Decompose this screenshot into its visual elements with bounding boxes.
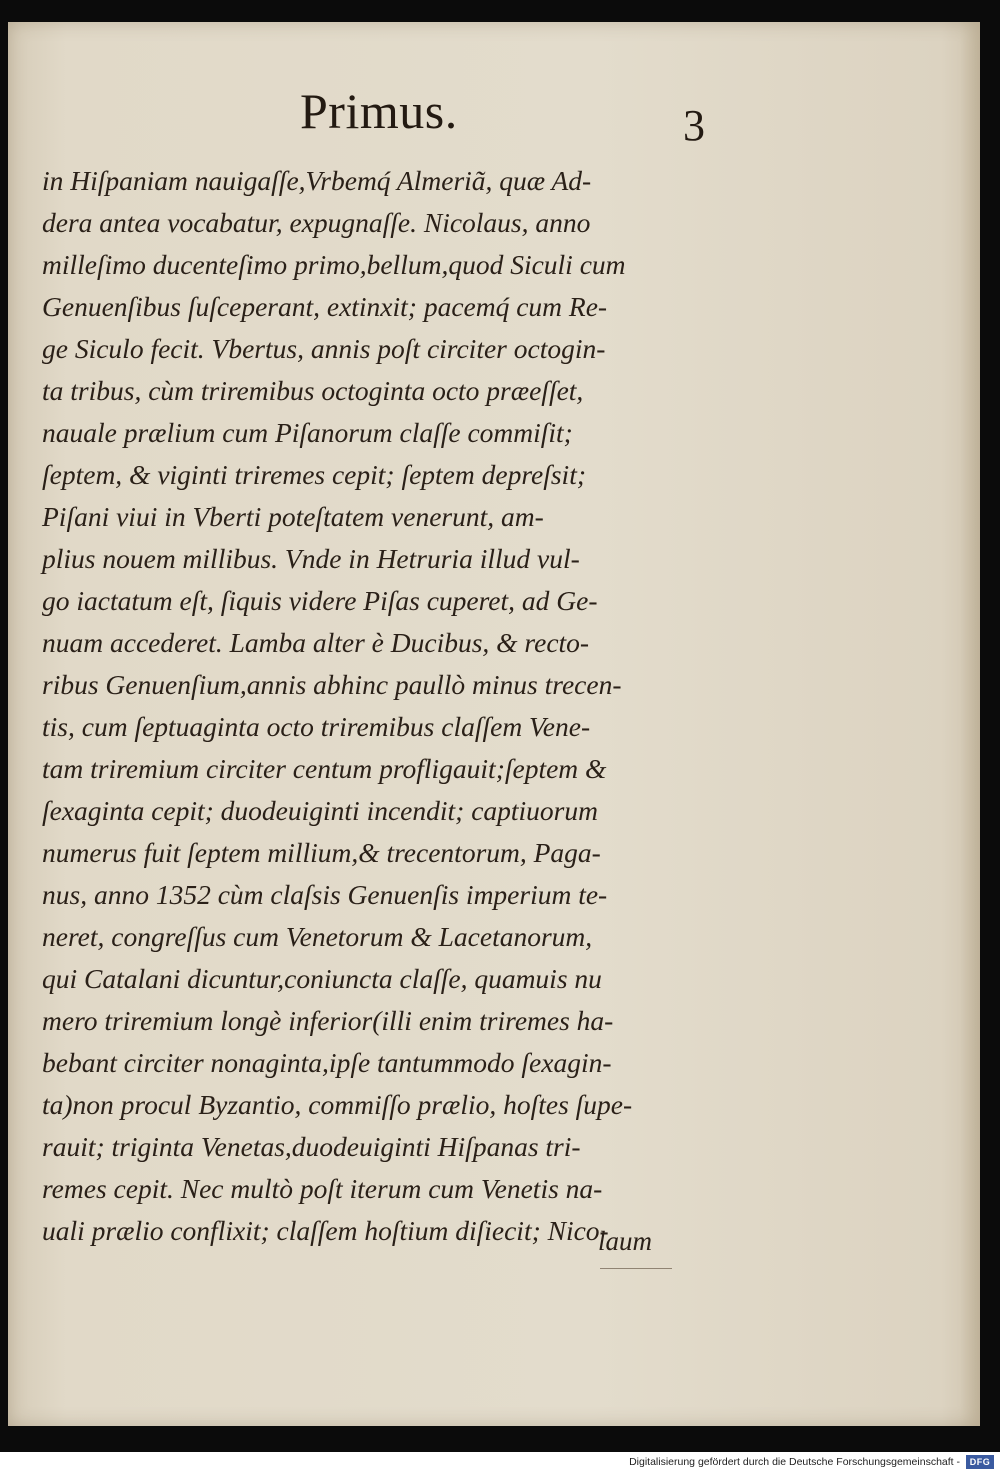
catchword: laum [598, 1226, 652, 1256]
text-line: numerus fuit ſeptem millium,& trecentorum, Paga- [42, 837, 601, 868]
text-line: ribus Genuenſium,annis abhinc paullò minus trecen- [42, 669, 622, 700]
text-line: ge Siculo fecit. Vbertus, annis poſt circiter octogin- [42, 333, 606, 364]
digitization-footer [0, 1452, 1000, 1473]
text-line: neret, congreſſus cum Venetorum & Lacetanorum, [42, 921, 593, 952]
text-line: qui Catalani dicuntur,coniuncta claſſe, quamuis nu [42, 963, 602, 994]
text-line: bebant circiter nonaginta,ipſe tantummodo ſexagin- [42, 1047, 612, 1078]
text-line: uali prælio conflixit; claſſem hoſtium diſiecit; Nico- [42, 1215, 609, 1246]
dfg-logo-icon: DFG [966, 1455, 994, 1469]
catchword-rule [600, 1268, 672, 1269]
text-line: Genuenſibus ſuſceperant, extinxit; pacemq́ cum Re- [42, 291, 608, 322]
text-line: ta)non procul Byzantio, commiſſo prælio, hoſtes ſupe- [42, 1089, 633, 1120]
page-number: 3 [683, 101, 705, 150]
text-line: tis, cum ſeptuaginta octo triremibus claſſem Vene- [42, 711, 591, 742]
text-line: nuam accederet. Lamba alter è Ducibus, & recto- [42, 627, 590, 658]
running-head: Primus. [300, 83, 458, 139]
text-line: ta tribus, cùm triremibus octoginta octo præeſſet, [42, 375, 584, 406]
text-line: mero triremium longè inferior(illi enim triremes ha- [42, 1005, 614, 1036]
text-line: go iactatum eſt, ſiquis videre Piſas cuperet, ad Ge- [42, 585, 598, 616]
funding-credit: Digitalisierung gefördert durch die Deutsche Forschungsgemeinschaft - [629, 1456, 960, 1468]
text-line: dera antea vocabatur, expugnaſſe. Nicolaus, anno [42, 207, 591, 238]
text-line: tam triremium circiter centum profligauit;ſeptem & [42, 753, 607, 784]
text-line: nauale prælium cum Piſanorum claſſe commiſit; [42, 417, 573, 448]
text-line: nus, anno 1352 cùm claſsis Genuenſis imperium te- [42, 879, 608, 910]
text-line: plius nouem millibus. Vnde in Hetruria illud vul- [42, 543, 580, 574]
text-line: in Hiſpaniam nauigaſſe,Vrbemq́ Almeriã, quæ Ad- [42, 165, 592, 196]
text-line: ſeptem, & viginti triremes cepit; ſeptem depreſsit; [42, 459, 586, 490]
text-line: milleſimo ducenteſimo primo,bellum,quod Siculi cum [42, 249, 626, 280]
text-line: rauit; triginta Venetas,duodeuiginti Hiſpanas tri- [42, 1131, 581, 1162]
page-edge [960, 22, 980, 1426]
text-line: ſexaginta cepit; duodeuiginti incendit; captiuorum [42, 795, 598, 826]
page-header [300, 82, 720, 152]
text-line: remes cepit. Nec multò poſt iterum cum Venetis na- [42, 1173, 603, 1204]
body-text [42, 160, 732, 1252]
text-line: Piſani viui in Vberti poteſtatem venerunt, am- [42, 501, 544, 532]
